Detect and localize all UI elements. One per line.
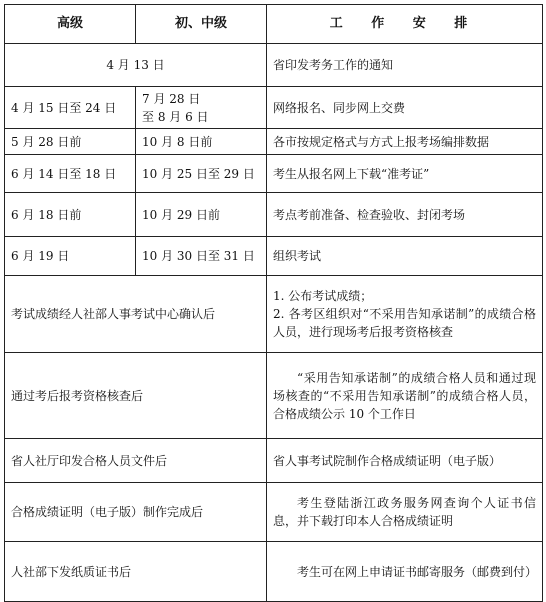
junior-mid-date: 10 月 25 日至 29 日 xyxy=(136,155,267,193)
work-cell xyxy=(267,276,543,353)
table-row xyxy=(5,542,543,602)
header-row xyxy=(5,5,543,44)
senior-date: 5 月 28 日前 xyxy=(5,129,136,155)
condition-cell: 人社部下发纸质证书后 xyxy=(5,542,267,602)
table-row xyxy=(5,155,543,193)
table-row xyxy=(5,237,543,276)
header-senior: 高级 xyxy=(5,5,136,44)
header-junior-mid: 初、中级 xyxy=(136,5,267,44)
work-cell: 考生从报名网上下载“准考证” xyxy=(267,155,543,193)
work-cell: 网络报名、同步网上交费 xyxy=(267,87,543,129)
senior-date: 4 月 15 日至 24 日 xyxy=(5,87,136,129)
junior-mid-date: 10 月 29 日前 xyxy=(136,193,267,237)
work-cell: 考生可在网上申请证书邮寄服务（邮费到付） xyxy=(267,542,543,602)
work-cell: “采用告知承诺制”的成绩合格人员和通过现场核查的“不采用告知承诺制”的成绩合格人员，合格成绩公示 10 个工作日 xyxy=(267,353,543,439)
junior-mid-date: 10 月 30 日至 31 日 xyxy=(136,237,267,276)
work-cell: 省人事考试院制作合格成绩证明（电子版） xyxy=(267,439,543,483)
date-line: 7 月 28 日 xyxy=(142,91,201,106)
work-line: 1. 公布考试成绩； xyxy=(273,289,373,303)
senior-date: 6 月 18 日前 xyxy=(5,193,136,237)
schedule-table xyxy=(4,4,543,602)
junior-mid-date xyxy=(136,87,267,129)
table-row xyxy=(5,44,543,87)
work-cell: 组织考试 xyxy=(267,237,543,276)
senior-date: 6 月 19 日 xyxy=(5,237,136,276)
work-cell: 考点考前准备、检查验收、封闭考场 xyxy=(267,193,543,237)
header-work: 工 作 安 排 xyxy=(267,5,543,44)
table-row xyxy=(5,87,543,129)
condition-cell: 省人社厅印发合格人员文件后 xyxy=(5,439,267,483)
junior-mid-date: 10 月 8 日前 xyxy=(136,129,267,155)
table-row xyxy=(5,439,543,483)
table-row xyxy=(5,276,543,353)
condition-cell: 合格成绩证明（电子版）制作完成后 xyxy=(5,483,267,542)
work-cell: 省印发考务工作的通知 xyxy=(267,44,543,87)
work-cell: 各市按规定格式与方式上报考场编排数据 xyxy=(267,129,543,155)
date-merged: 4 月 13 日 xyxy=(5,44,267,87)
table-row xyxy=(5,353,543,439)
condition-cell: 考试成绩经人社部人事考试中心确认后 xyxy=(5,276,267,353)
work-line: 2. 各考区组织对“不采用告知承诺制”的成绩合格人员，进行现场考后报考资格核查 xyxy=(273,307,536,339)
work-cell: 考生登陆浙江政务服务网查询个人证书信息，并下载打印本人合格成绩证明 xyxy=(267,483,543,542)
date-line: 至 8 月 6 日 xyxy=(142,109,209,124)
table-row xyxy=(5,129,543,155)
table-row xyxy=(5,193,543,237)
senior-date: 6 月 14 日至 18 日 xyxy=(5,155,136,193)
condition-cell: 通过考后报考资格核查后 xyxy=(5,353,267,439)
table-row xyxy=(5,483,543,542)
